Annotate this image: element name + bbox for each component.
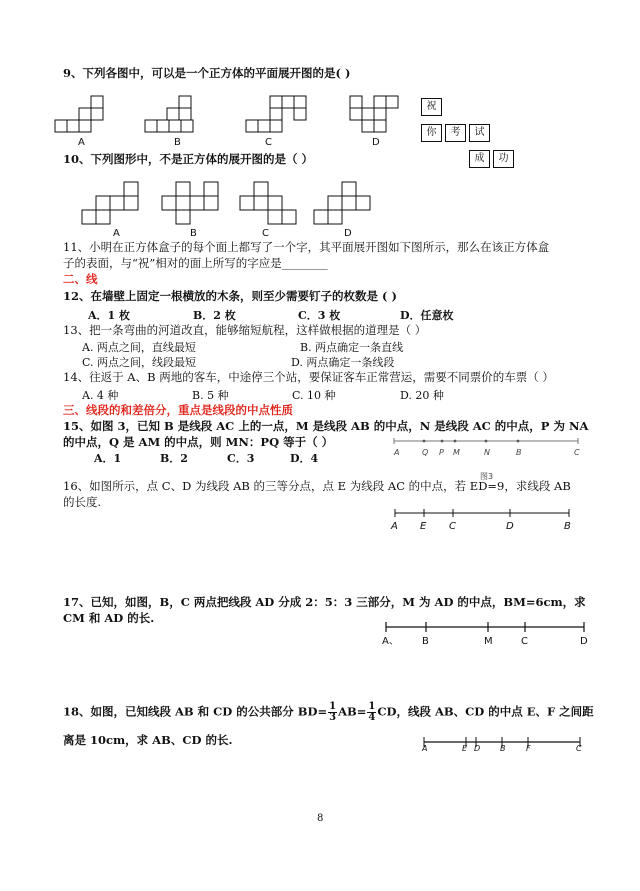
q12-text: 12、在墙壁上固定一根横放的木条，则至少需要钉子的枚数是 ( ) — [63, 289, 397, 303]
q12-option-a: A．1 枚 — [88, 309, 131, 322]
q9-figure-b — [145, 96, 193, 132]
q17-line2: CM 和 AD 的长. — [63, 611, 155, 625]
q15-option-d: D．4 — [290, 452, 319, 465]
net-char-cheng: 成 — [469, 150, 490, 168]
q16-figure — [383, 500, 583, 540]
q15-point-c: C — [574, 448, 580, 457]
section-two-heading: 二、线 — [63, 272, 98, 286]
q16-point-a: A — [391, 521, 398, 532]
q15-point-b: B — [516, 448, 522, 457]
q18-line1-a: 18、如图，已知线段 AB 和 CD 的公共部分 BD= — [63, 704, 328, 719]
q16-point-e: E — [420, 521, 427, 532]
q9-text: 9、下列各图中，可以是一个正方体的平面展开图的是( ) — [63, 66, 351, 80]
q17-point-c: C — [521, 636, 528, 647]
q10-label-a: A — [113, 228, 120, 239]
q13-text: 13、把一条弯曲的河道改直，能够缩短航程，这样做根据的道理是（ ） — [63, 323, 427, 337]
q17-point-a: A、 — [382, 636, 399, 647]
q15-line2: 的中点，Q 是 AM 的中点，则 MN：PQ 等于（ ） — [63, 435, 334, 449]
q18-point-e: E — [462, 744, 468, 753]
q10-figure-a — [82, 182, 138, 224]
q18-frac1-num: 1 — [329, 701, 337, 712]
q17-figure — [380, 620, 600, 660]
q18-frac1-den: 3 — [329, 712, 337, 723]
q13-option-a: A. 两点之间，直线最短 — [82, 341, 196, 354]
q14-option-b: B. 5 种 — [192, 389, 229, 402]
q15-point-q: Q — [422, 448, 429, 457]
net-char-gong: 功 — [493, 150, 514, 168]
q17-line1: 17、已知，如图，B，C 两点把线段 AD 分成 2：5：3 三部分，M 为 AD 的中点，BM=6cm，求 — [63, 595, 586, 609]
q14-option-c: C. 10 种 — [292, 389, 336, 402]
q14-option-a: A. 4 种 — [82, 389, 119, 402]
q11-line1: 11、小明在正方体盒子的每个面上都写了一个字，其平面展开图如下图所示，那么在该正方体盒 — [63, 240, 550, 254]
q9-figure-d — [350, 96, 398, 132]
q15-option-c: C．3 — [227, 452, 255, 465]
q16-point-b: B — [564, 521, 571, 532]
q15-line1: 15、如图 3，已知 B 是线段 AC 上的一点，M 是线段 AB 的中点，N 是线段 AC 的中点，P 为 NA — [63, 419, 589, 433]
q9-figure-c — [246, 96, 306, 132]
q10-label-c: C — [262, 228, 269, 239]
q16-line2: 的长度. — [63, 495, 102, 509]
q9-label-b: B — [174, 137, 181, 148]
q15-option-b: B．2 — [160, 452, 188, 465]
q15-point-n: N — [484, 448, 490, 457]
q13-option-d: D. 两点确定一条线段 — [291, 356, 395, 369]
net-char-zhu: 祝 — [421, 98, 442, 116]
q10-figure-b — [162, 182, 218, 224]
q13-option-c: C. 两点之间，线段最短 — [82, 356, 197, 369]
q18-line1-b: AB= — [338, 704, 367, 719]
q10-figure-d — [314, 182, 370, 224]
q13-option-b: B. 两点确定一条直线 — [300, 341, 404, 354]
q12-option-b: B．2 枚 — [193, 309, 236, 322]
q18-figure — [418, 733, 608, 761]
q18-point-d: D — [474, 744, 481, 753]
net-char-kao: 考 — [445, 124, 466, 142]
q12-option-c: C．3 枚 — [298, 309, 341, 322]
q17-point-m: M — [484, 636, 493, 647]
q9-label-a: A — [78, 137, 85, 148]
q18-fraction-one-quarter — [367, 702, 376, 723]
q15-caption: 图3 — [480, 472, 494, 481]
q18-point-a: A — [422, 744, 428, 753]
q16-point-d: D — [506, 521, 514, 532]
net-char-ni: 你 — [421, 124, 442, 142]
q11-line2: 子的表面，与“祝”相对的面上所写的字应是________ — [63, 256, 328, 270]
q15-point-p: P — [439, 448, 444, 457]
net-char-shi: 试 — [469, 124, 490, 142]
page-number: 8 — [317, 813, 324, 824]
q18-point-b: B — [500, 744, 506, 753]
q9-figures — [0, 92, 640, 192]
q18-frac2-den: 4 — [368, 712, 376, 723]
q18-point-f: F — [526, 744, 531, 753]
q9-label-c: C — [265, 137, 272, 148]
q12-option-d: D．任意枚 — [400, 309, 454, 322]
q10-figure-c — [240, 182, 296, 224]
q15-option-a: A．1 — [94, 452, 122, 465]
q17-point-b: B — [422, 636, 429, 647]
q10-label-b: B — [190, 228, 197, 239]
q10-label-d: D — [344, 228, 352, 239]
q17-point-d: D — [580, 636, 588, 647]
q14-option-d: D. 20 种 — [400, 389, 444, 402]
q18-fraction-one-third — [328, 702, 337, 723]
q18-line2: 离是 10cm，求 AB、CD 的长. — [63, 733, 233, 747]
q18-point-c: C — [576, 744, 582, 753]
section-three-heading: 三、线段的和差倍分，重点是线段的中点性质 — [63, 403, 293, 417]
q14-text: 14、往返于 A、B 两地的客车，中途停三个站，要保证客车正常营运，需要不同票价的车票（ ） — [63, 370, 554, 384]
q10-text: 10、下列图形中，不是正方体的展开图的是（ ） — [63, 152, 314, 166]
q15-figure — [392, 438, 592, 482]
q9-label-d: D — [372, 137, 380, 148]
q10-figures — [0, 178, 640, 238]
q15-point-m: M — [453, 448, 460, 457]
q9-figure-a — [55, 96, 103, 132]
q16-point-c: C — [449, 521, 456, 532]
q16-line1: 16、如图所示，点 C、D 为线段 AB 的三等分点，点 E 为线段 AC 的中点，若 ED=9，求线段 AB — [63, 479, 571, 493]
q15-point-a: A — [394, 448, 400, 457]
q18-line1-c: CD，线段 AB、CD 的中点 E、F 之间距 — [377, 704, 594, 719]
q18-line1 — [63, 702, 594, 723]
q18-frac2-num: 1 — [368, 701, 376, 712]
